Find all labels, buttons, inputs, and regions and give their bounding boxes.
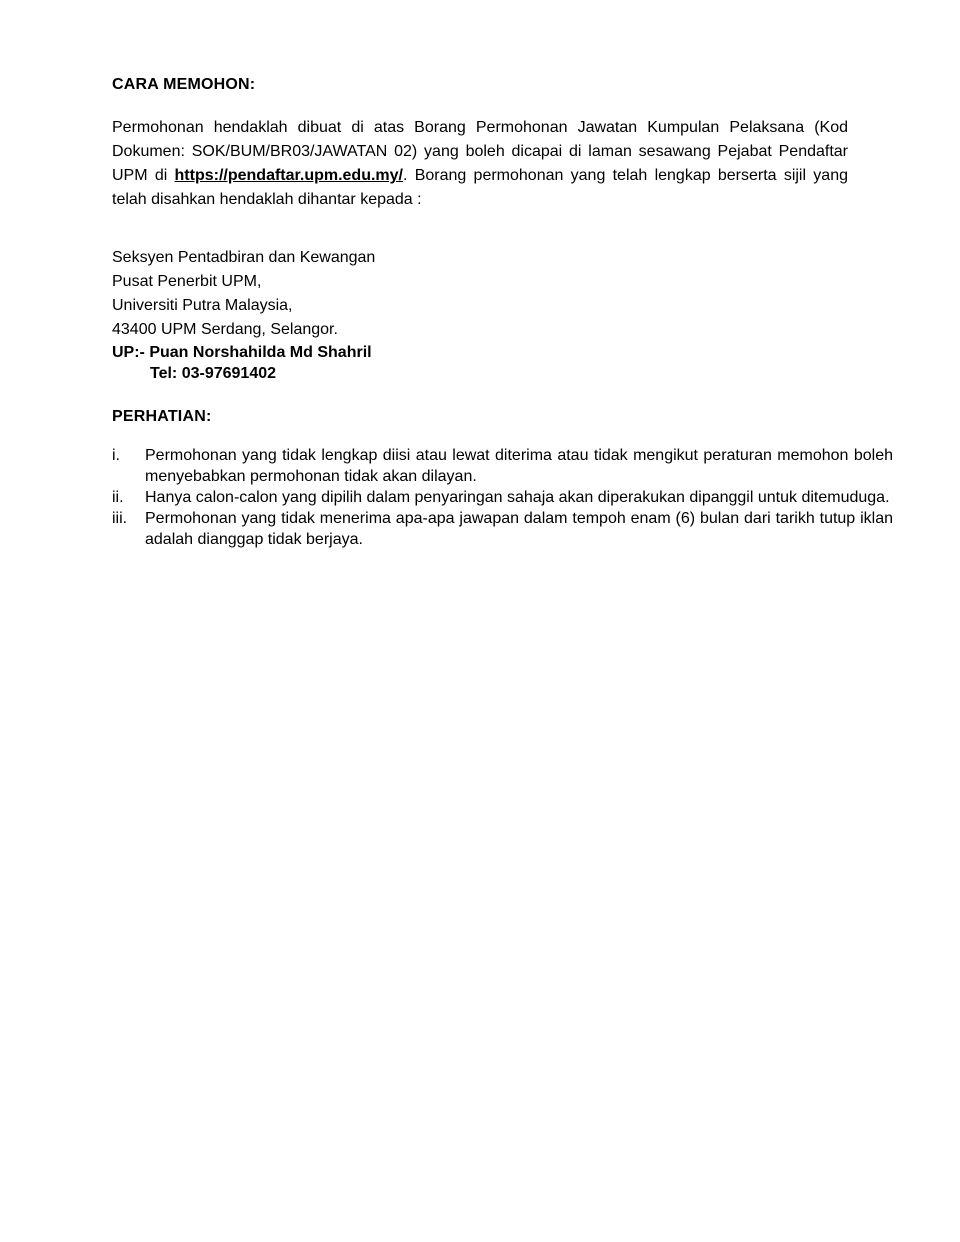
paragraph-text-after-link: . Borang permohonan yang telah lengkap berserta sijil yang telah disahkan hendaklah dihantar kepada : xyxy=(112,167,848,208)
note-text-3: Permohonan yang tidak menerima apa-apa jawapan dalam tempoh enam (6) bulan dari tarikh tutup iklan adalah dianggap tidak berjaya. xyxy=(145,510,893,548)
address-line-section: Seksyen Pentadbiran dan Kewangan xyxy=(112,249,376,266)
note-numeral-2: ii. xyxy=(112,489,124,506)
note-item-1 xyxy=(112,445,893,487)
notes-list xyxy=(112,445,893,550)
application-paragraph xyxy=(112,116,848,212)
heading-cara-memohon: CARA MEMOHON: xyxy=(112,76,256,93)
paragraph-text-before-link: Permohonan hendaklah dibuat di atas Borang Permohonan Jawatan Kumpulan Pelaksana (Kod Dokumen: SOK/BUM/BR03/JAWATAN 02) yang boleh dicapai di laman sesawang Pejabat Pendaftar UPM di xyxy=(112,119,848,184)
address-telephone-line: Tel: 03-97691402 xyxy=(150,365,277,382)
note-text-2: Hanya calon-calon yang dipilih dalam penyaringan sahaja akan diperakukan dipanggil untuk ditemuduga. xyxy=(145,489,890,506)
address-attention-line: UP:- Puan Norshahilda Md Shahril xyxy=(112,344,372,361)
document-content xyxy=(0,0,960,550)
note-text-1: Permohonan yang tidak lengkap diisi atau lewat diterima atau tidak mengikut peraturan memohon boleh menyebabkan permohonan tidak akan dilayan. xyxy=(145,447,893,485)
note-item-3 xyxy=(112,508,893,550)
heading-perhatian: PERHATIAN: xyxy=(112,408,212,425)
note-numeral-3: iii. xyxy=(112,510,128,527)
mailing-address-block xyxy=(112,246,893,384)
address-line-university: Universiti Putra Malaysia, xyxy=(112,297,293,314)
address-line-publisher: Pusat Penerbit UPM, xyxy=(112,273,262,290)
address-line-postcode: 43400 UPM Serdang, Selangor. xyxy=(112,321,338,338)
note-numeral-1: i. xyxy=(112,447,120,464)
note-item-2 xyxy=(112,487,893,508)
pendaftar-upm-link[interactable]: https://pendaftar.upm.edu.my/ xyxy=(174,167,403,184)
